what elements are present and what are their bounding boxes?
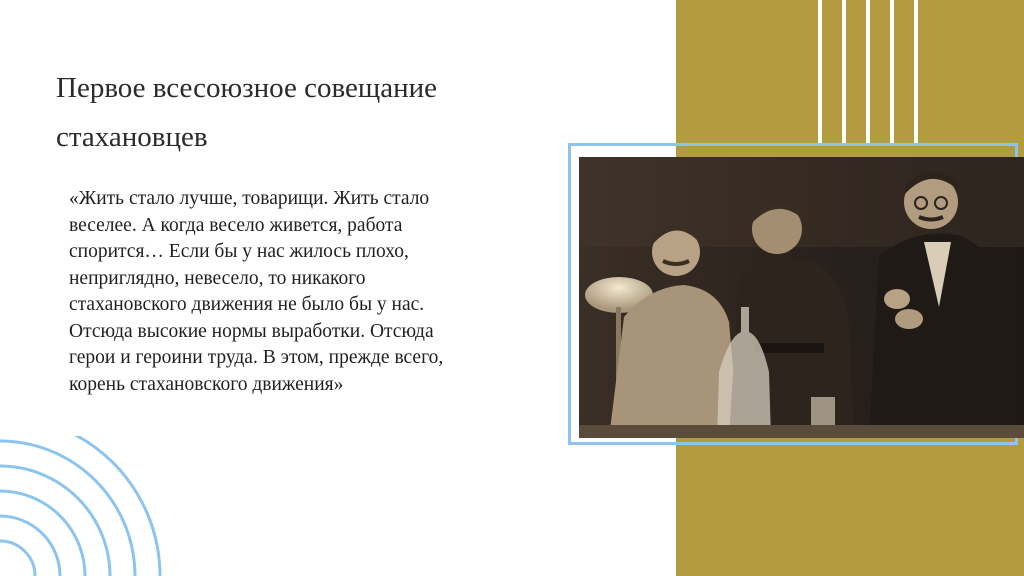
arc — [0, 466, 110, 576]
arc — [0, 541, 35, 576]
stripe — [866, 0, 870, 146]
arc — [0, 441, 135, 576]
title-line: Первое всесоюзное совещание — [56, 72, 437, 104]
quote-line: веселее. А когда весело живется, работа — [69, 214, 403, 236]
stripe — [818, 0, 822, 146]
quote-line: стахановского движения не было бы у нас. — [69, 294, 425, 315]
title-line: стахановцев — [56, 121, 208, 153]
quote-text — [69, 186, 549, 398]
quote-line: спорится… Если бы у нас жилось плохо, — [69, 241, 409, 262]
quote-line: «Жить стало лучше, товарищи. Жить стало — [69, 188, 430, 209]
decorative-arcs — [0, 436, 180, 576]
quote-line: герои и героини труда. В этом, прежде всего, — [69, 347, 444, 368]
arc — [0, 436, 160, 576]
quote-line: Отсюда высокие нормы выработки. Отсюда — [69, 320, 434, 342]
slide-title — [56, 64, 576, 162]
historical-photo — [579, 157, 1024, 438]
quote-line: корень стахановского движения» — [69, 373, 344, 395]
quote-line: неприглядно, невесело, то никакого — [69, 267, 366, 289]
stripe — [890, 0, 894, 146]
arc — [0, 516, 60, 576]
stripe — [842, 0, 846, 146]
stripe — [914, 0, 918, 146]
photo-illustration — [579, 157, 1024, 438]
